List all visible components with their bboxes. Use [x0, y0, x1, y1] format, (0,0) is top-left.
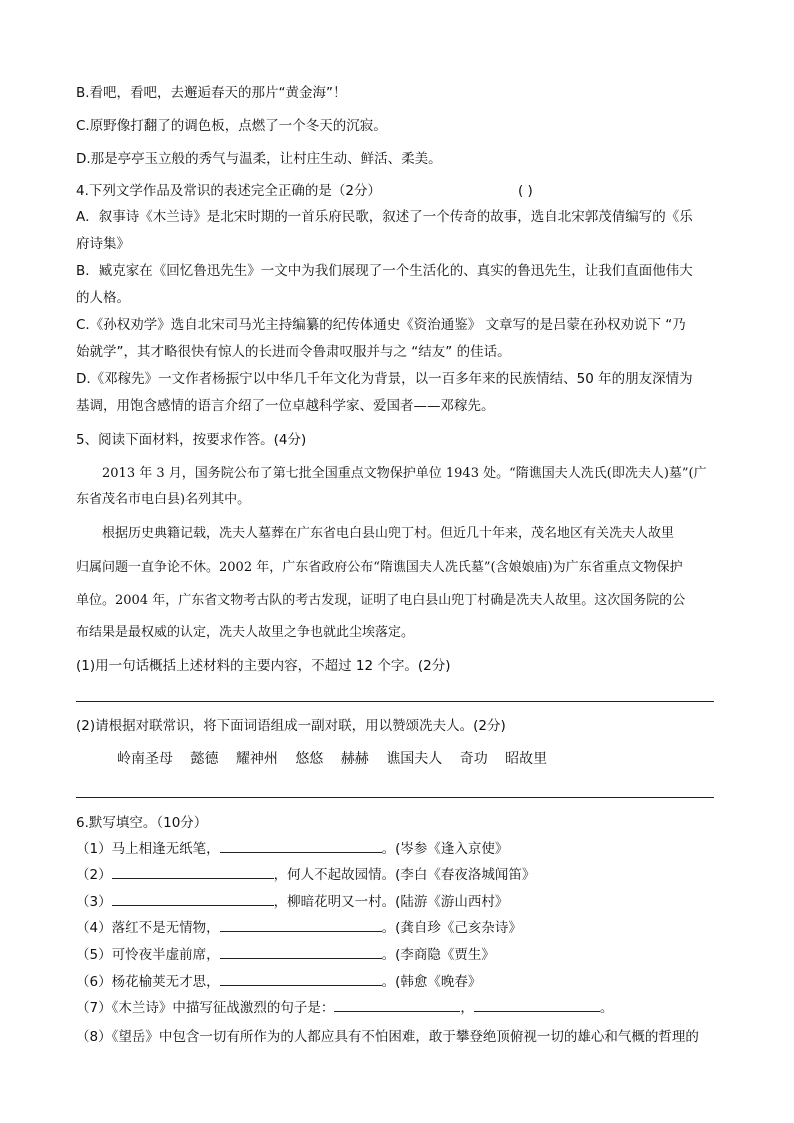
- q5-sub1-answer-line[interactable]: [76, 701, 714, 702]
- fill-blank[interactable]: [220, 972, 382, 986]
- q6-item-2: [76, 865, 535, 884]
- q4-option-b-line2: 的人格。: [76, 290, 130, 306]
- q6-item-1-text: （1）马上相逢无纸笔，: [76, 841, 220, 857]
- q4-option-b-line1: B．臧克家在《回忆鲁迅先生》一文中为我们展现了一个生活化的、真实的鲁迅先生，让我们直面他伟大: [76, 263, 693, 279]
- word-item: 悠悠: [295, 751, 324, 767]
- q6-item-7-comma: ，: [460, 1000, 474, 1016]
- q4-stem: 4.下列文学作品及常识的表述完全正确的是（2分）: [76, 183, 381, 199]
- q5-sub1-prompt: (1)用一句话概括上述材料的主要内容，不超过 12 个字。(2分): [76, 658, 451, 674]
- q4-option-a-line2: 府诗集》: [76, 236, 130, 252]
- q6-item-1: [76, 839, 508, 858]
- fill-blank[interactable]: [474, 998, 600, 1012]
- q3-option-c: C.原野像打翻了的调色板，点燃了一个冬天的沉寂。: [76, 118, 387, 134]
- q5-passage-p1-line2: 东省茂名市电白县)名列其中。: [76, 492, 251, 507]
- fill-blank[interactable]: [220, 945, 382, 959]
- q6-item-5: [76, 945, 495, 964]
- q6-item-8: （8）《望岳》中包含一切有所作为的人都应具有不怕困难，敢于攀登绝顶俯视一切的雄心和气概的哲理的: [76, 1029, 699, 1045]
- word-item: 岭南圣母: [117, 751, 173, 767]
- word-item: 奇功: [459, 751, 488, 767]
- q5-passage-p2-line1: 根据历史典籍记载，冼夫人墓葬在广东省电白县山兜丁村。但近几十年来，茂名地区有关冼夫人故里: [102, 526, 675, 541]
- q6-item-6: [76, 972, 481, 991]
- q5-sub2-answer-line[interactable]: [76, 797, 714, 798]
- q4-option-c-line2: 始就学”，其才略很快有惊人的长进而令鲁肃叹服并与之 “结友” 的佳话。: [76, 344, 511, 360]
- word-item: 耀神州: [235, 751, 278, 767]
- fill-blank[interactable]: [112, 892, 274, 906]
- fill-blank[interactable]: [220, 839, 382, 853]
- q5-stem: 5、阅读下面材料，按要求作答。(4分): [76, 432, 307, 448]
- fill-blank[interactable]: [112, 865, 274, 879]
- q6-item-3-text: （3）: [76, 894, 112, 910]
- q3-option-d: D.那是亭亭玉立般的秀气与温柔，让村庄生动、鲜活、柔美。: [76, 151, 442, 167]
- q4-answer-bracket: ( ): [518, 183, 533, 199]
- q6-item-2-text: （2）: [76, 867, 112, 883]
- q5-word-bank: [117, 750, 560, 768]
- q6-item-3-source: ，柳暗花明又一村。(陆游《游山西村》: [273, 894, 509, 910]
- q6-item-6-text: （6）杨花榆荚无才思，: [76, 974, 220, 990]
- q6-item-4-text: （4）落红不是无情物，: [76, 920, 220, 936]
- q4-option-c-line1: C.《孙权劝学》选自北宋司马光主持编纂的纪传体通史《资治通鉴》 文章写的是吕蒙在孙权劝说下 “乃: [76, 317, 686, 333]
- word-item: 昭故里: [505, 751, 548, 767]
- q3-option-b: B.看吧，看吧，去邂逅春天的那片“黄金海”！: [76, 85, 347, 101]
- q6-item-5-source: 。(李商隐《贾生》: [381, 947, 495, 963]
- q6-item-3: [76, 892, 508, 911]
- q4-option-a-line1: A．叙事诗《木兰诗》是北宋时期的一首乐府民歌，叙述了一个传奇的故事，选自北宋郭茂倩编写的《乐: [76, 209, 693, 225]
- q6-item-4: [76, 918, 522, 937]
- q6-item-7-text: （7）《木兰诗》中描写征战激烈的句子是：: [76, 1000, 335, 1016]
- q5-passage-p1-line1: 2013 年 3 月，国务院公布了第七批全国重点文物保护单位 1943 处。“隋谯国夫人冼氏(即冼夫人)墓”(广: [102, 466, 707, 481]
- q6-item-1-source: 。(岑参《逢入京使》: [381, 841, 509, 857]
- q6-item-5-text: （5）可怜夜半虚前席，: [76, 947, 220, 963]
- fill-blank[interactable]: [220, 918, 382, 932]
- fill-blank[interactable]: [334, 998, 460, 1012]
- q4-option-d-line1: D.《邓稼先》一文作者杨振宁以中华几千年文化为背景，以一百多年来的民族情结、50 年的朋友深情为: [76, 371, 693, 387]
- word-item: 赫赫: [340, 751, 369, 767]
- q5-passage-p2-line3: 单位。2004 年，广东省文物考古队的考古发现，证明了电白县山兜丁村确是冼夫人故里。这次国务院的公: [76, 593, 686, 608]
- word-item: 谯国夫人: [386, 751, 443, 767]
- q4-option-d-line2: 基调，用饱含感情的语言介绍了一位卓越科学家、爱国者——邓稼先。: [76, 398, 495, 414]
- word-item: 懿德: [190, 751, 219, 767]
- q6-item-6-source: 。(韩愈《晚春》: [381, 974, 482, 990]
- q5-passage-p2-line2: 归属问题一直争论不休。2002 年，广东省政府公布“隋谯国夫人冼氏墓”(含娘娘庙)为广东省重点文物保护: [76, 560, 683, 575]
- q6-item-7-period: 。: [599, 1000, 614, 1016]
- q6-item-4-source: 。(龚自珍《己亥杂诗》: [381, 920, 522, 936]
- q6-item-2-source: ，何人不起故园情。(李白《春夜洛城闻笛》: [273, 867, 536, 883]
- q5-passage-p2-line4: 布结果是最权威的认定，冼夫人故里之争也就此尘埃落定。: [76, 625, 415, 640]
- q6-item-7: [76, 998, 613, 1017]
- q6-stem: 6.默写填空。（10分）: [76, 815, 208, 831]
- q5-sub2-prompt: (2)请根据对联常识，将下面词语组成一副对联，用以赞颂冼夫人。(2分): [76, 718, 506, 734]
